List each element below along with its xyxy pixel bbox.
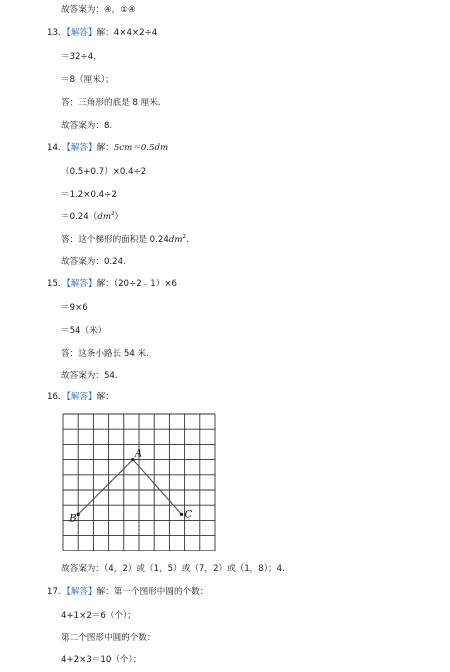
q14-step3: $=0.24(dm^2)$ bbox=[61, 211, 124, 222]
q15-final: 故答案为：54. bbox=[61, 371, 118, 381]
solution-tag: 【解答】 bbox=[66, 28, 97, 38]
q15-step1: ＝9×6 bbox=[61, 303, 88, 313]
coordinate-grid-figure bbox=[62, 413, 218, 551]
q13-answer: 答：三角形的底是 8 厘米. bbox=[61, 98, 161, 108]
q13-heading: 13．【解答】解：4×4×2÷4 bbox=[47, 28, 158, 38]
solution-tag: 【解答】 bbox=[66, 392, 97, 402]
q16-heading: 16．【解答】解： bbox=[47, 392, 114, 402]
q17-step3: 4+2×3＝10（个）； bbox=[61, 655, 142, 665]
segment-ba bbox=[78, 460, 133, 515]
point-label-b: B bbox=[69, 513, 77, 525]
point-b bbox=[77, 513, 80, 516]
q15-heading: 15．【解答】解：（20÷2﹣1）×6 bbox=[47, 279, 178, 289]
q15-answer: 答：这条小路长 54 米. bbox=[61, 349, 149, 359]
q16-final: 故答案为：（4，2）或（1，5）或（7，2）或（1，8）；4. bbox=[61, 564, 285, 574]
solution-tag: 【解答】 bbox=[66, 279, 97, 289]
q13-final: 故答案为：8. bbox=[61, 121, 113, 131]
q14-step1: （0.5+0.7）×0.4÷2 bbox=[61, 167, 147, 177]
solution-tag: 【解答】 bbox=[66, 143, 97, 153]
q14-step2: ＝1.2×0.4÷2 bbox=[61, 190, 117, 200]
q15-step2: ＝54（米） bbox=[61, 326, 107, 336]
q17-heading: 17．【解答】解：第一个图形中圆的个数： bbox=[47, 587, 209, 597]
q13-step1: ＝32÷4， bbox=[61, 52, 102, 62]
q14-answer: 答：这个梯形的面积是 $0.24dm^2$. bbox=[61, 234, 189, 245]
point-c bbox=[180, 513, 183, 516]
point-label-c: C bbox=[184, 509, 193, 521]
q14-heading: 14．【解答】解：5cm＝0.5dm bbox=[47, 143, 169, 153]
q14-final: 故答案为：0.24. bbox=[61, 257, 126, 267]
solution-tag: 【解答】 bbox=[66, 587, 97, 597]
point-label-a: A bbox=[134, 448, 143, 460]
q13-step2: ＝8（厘米）； bbox=[61, 75, 114, 85]
q17-step2: 第二个图形中圆的个数： bbox=[61, 633, 156, 643]
answer-line-12: 故答案为：④，①④ bbox=[61, 5, 136, 15]
segment-ac bbox=[133, 460, 182, 515]
q17-step1: 4+1×2＝6（个）； bbox=[61, 611, 136, 621]
